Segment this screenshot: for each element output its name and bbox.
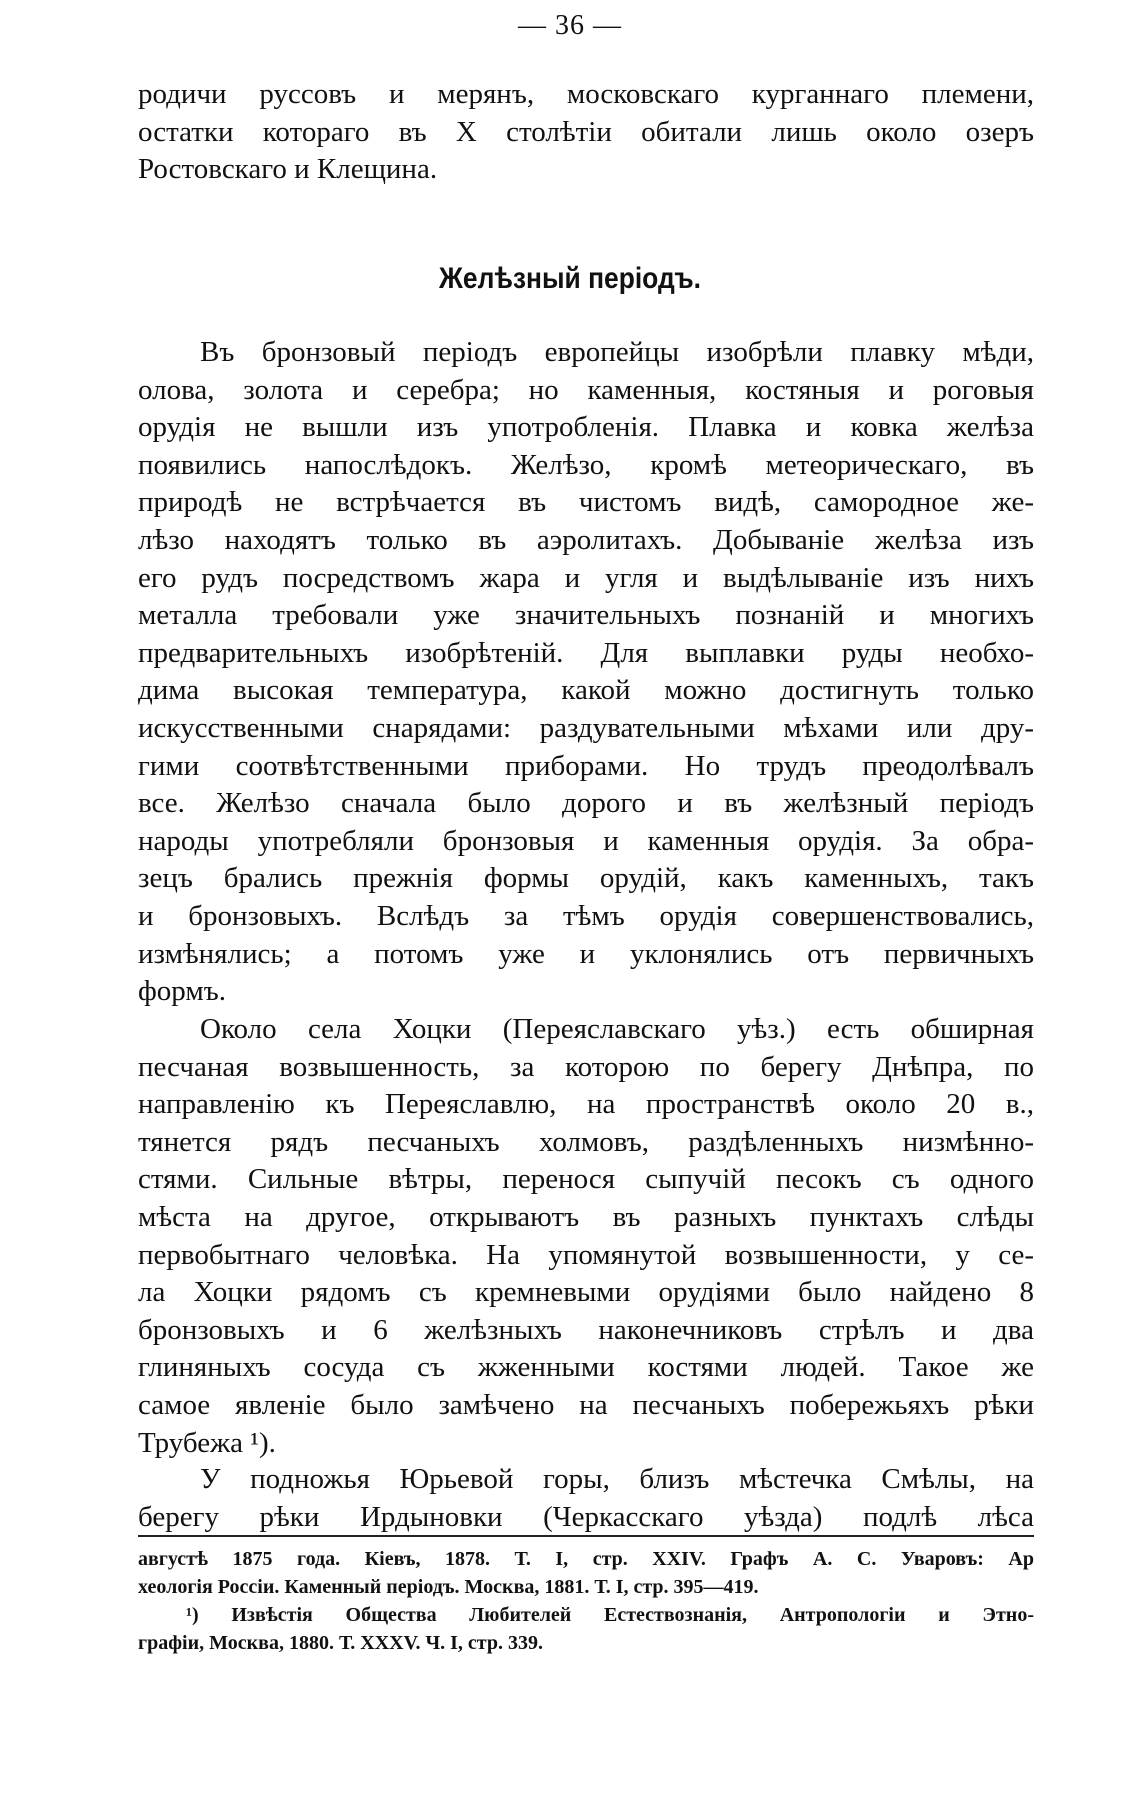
paragraph-3 (138, 1461, 1034, 1536)
text-line: появились напослѣдокъ. Желѣзо, кромѣ метеорическаго, въ (138, 448, 1034, 481)
text-line: песчаная возвышенность, за которою по берегу Днѣпра, по (138, 1050, 1034, 1083)
text-line: зецъ брались прежнія формы орудій, какъ каменныхъ, такъ (138, 862, 1034, 895)
text-line: стями. Сильные вѣтры, перенося сыпучій песокъ съ одного (138, 1163, 1034, 1196)
text-line: формъ. (138, 975, 226, 1008)
text-line: Въ бронзовый періодъ европейцы изобрѣли плавку мѣди, (200, 336, 1034, 368)
footnote-line: графіи, Москва, 1880. Т. XXXV. Ч. I, стр. 339. (138, 1632, 543, 1654)
text-line: гими соотвѣтственными приборами. Но трудъ преодолѣвалъ (138, 749, 1034, 782)
text-line: ла Хоцки рядомъ съ кремневыми орудіями было найдено 8 (138, 1276, 1034, 1309)
paragraph-2 (138, 1011, 1034, 1462)
text-line: предварительныхъ изобрѣтеній. Для выплавки руды необхо- (138, 636, 1034, 669)
intro-paragraph (138, 76, 1034, 189)
text-line: Около села Хоцки (Переяславскаго уѣз.) есть обширная (200, 1013, 1034, 1045)
text-line: народы употребляли бронзовыя и каменныя орудія. За обра- (138, 824, 1034, 857)
text-line: У подножья Юрьевой горы, близъ мѣстечка Смѣлы, на (200, 1463, 1034, 1495)
text-line: измѣнялись; а потомъ уже и уклонялись отъ первичныхъ (138, 937, 1034, 970)
text-line: дима высокая температура, какой можно достигнуть только (138, 674, 1034, 707)
text-line: лѣзо находятъ только въ аэролитахъ. Добываніе желѣза изъ (138, 523, 1034, 556)
text-line: первобытнаго человѣка. На упомянутой возвышенности, у се- (138, 1238, 1034, 1271)
text-line: глиняныхъ сосуда съ жженными костями людей. Такое же (138, 1351, 1034, 1384)
section-title: Желѣзный періодъ. (439, 262, 701, 295)
text-line: Трубежа ¹). (138, 1426, 276, 1459)
footnote-divider (138, 1535, 1034, 1537)
text-line: и бронзовыхъ. Вслѣдъ за тѣмъ орудія совершенствовались, (138, 899, 1034, 932)
footnotes (138, 1545, 1034, 1657)
page-number: — 36 — (518, 10, 622, 41)
text-line: орудія не вышли изъ употробленія. Плавка и ковка желѣза (138, 411, 1034, 444)
text-line: берегу рѣки Ирдыновки (Черкасскаго уѣзда) подлѣ лѣса (138, 1500, 1034, 1533)
text-line: природѣ не встрѣчается въ чистомъ видѣ, самородное же- (138, 486, 1034, 519)
text-line: самое явленіе было замѣчено на песчаныхъ побережьяхъ рѣки (138, 1388, 1034, 1421)
text-line: направленію къ Переяславлю, на пространствѣ около 20 в., (138, 1088, 1034, 1121)
text-line: остатки котораго въ X столѣтіи обитали лишь около озеръ (138, 115, 1034, 148)
text-line: все. Желѣзо сначала было дорого и въ желѣзный періодъ (138, 787, 1034, 820)
text-line: металла требовали уже значительныхъ познаній и многихъ (138, 599, 1034, 632)
footnote-line: ¹) Извѣстія Общества Любителей Естествознанія, Антропологіи и Этно- (186, 1604, 1034, 1626)
text-line: бронзовыхъ и 6 желѣзныхъ наконечниковъ стрѣлъ и два (138, 1313, 1034, 1346)
text-line: мѣста на другое, открываютъ въ разныхъ пунктахъ слѣды (138, 1200, 1034, 1233)
text-line: олова, золота и серебра; но каменныя, костяныя и роговыя (138, 373, 1034, 406)
footnote-line: хеологія Россіи. Каменный періодъ. Москва, 1881. Т. I, стр. 395—419. (138, 1576, 759, 1598)
text-line: его рудъ посредствомъ жара и угля и выдѣлываніе изъ нихъ (138, 561, 1034, 594)
text-line: тянется рядъ песчаныхъ холмовъ, раздѣленныхъ низмѣнно- (138, 1125, 1034, 1158)
text-line: Ростовскаго и Клещина. (138, 153, 438, 186)
paragraph-1 (138, 334, 1034, 1011)
text-line: родичи руссовъ и мерянъ, московскаго курганнаго племени, (138, 78, 1034, 110)
text-line: искусственными снарядами: раздувательными мѣхами или дру- (138, 711, 1034, 744)
footnote-line: августѣ 1875 года. Кіевъ, 1878. Т. I, стр. XXIV. Графъ А. С. Уваровъ: Ар (138, 1548, 1034, 1570)
